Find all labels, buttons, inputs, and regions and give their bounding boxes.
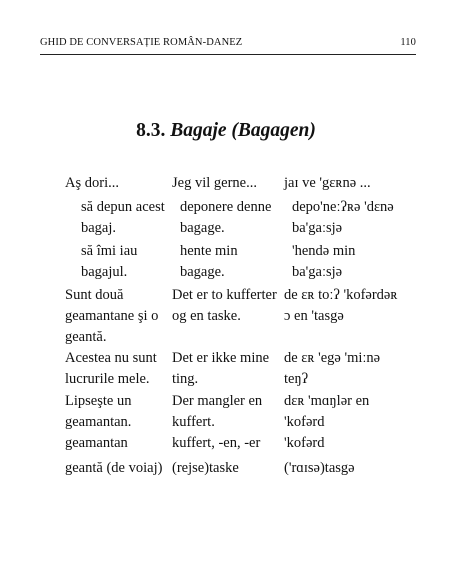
section-heading <box>0 120 452 142</box>
pronunciation: de ɛʀ 'egə 'miːnə teŋʔ <box>284 350 381 387</box>
pronunciation: depo'neːʔʀə 'dɛnə ba'gaːsjə <box>292 199 394 236</box>
romanian-phrase: Sunt două geamantane şi o geantă. <box>65 287 159 345</box>
romanian-phrase: Aş dori... <box>65 175 119 191</box>
book-title: GHID DE CONVERSAȚIE ROMÂN-DANEZ <box>40 37 243 48</box>
pronunciation: 'kofərd <box>284 435 325 451</box>
page-number: 110 <box>400 37 416 48</box>
pronunciation: de ɛʀ toːʔ 'kofərdəʀ ɔ en 'tasgə <box>284 287 398 324</box>
danish-phrase: kuffert, -en, -er <box>172 435 261 451</box>
romanian-phrase: geamantan <box>65 435 128 451</box>
section-number: 8.3. <box>136 120 166 141</box>
pronunciation: dɛʀ 'mɑŋlər en 'kofərd <box>284 393 370 430</box>
danish-phrase: hente min bagage. <box>180 243 238 280</box>
danish-phrase: Det er ikke mine ting. <box>172 350 270 387</box>
pronunciation: ('rɑɪsə)tasgə <box>284 460 355 476</box>
romanian-phrase: Lipseşte un geamantan. <box>65 393 132 430</box>
pronunciation: jaɪ ve 'gɛʀnə ... <box>284 175 371 191</box>
romanian-phrase: Acestea nu sunt lucrurile mele. <box>65 350 157 387</box>
danish-phrase: Jeg vil gerne... <box>172 175 257 191</box>
danish-phrase: Der mangler en kuffert. <box>172 393 263 430</box>
danish-phrase: (rejse)taske <box>172 460 239 476</box>
section-title: Bagaje (Bagagen) <box>170 120 316 141</box>
romanian-phrase: să îmi iau bagajul. <box>81 243 138 280</box>
romanian-phrase: să depun acest bagaj. <box>81 199 165 236</box>
danish-phrase: Det er to kufferter og en taske. <box>172 287 277 324</box>
danish-phrase: deponere denne bagage. <box>180 199 272 236</box>
header-divider <box>40 54 416 55</box>
romanian-phrase: geantă (de voiaj) <box>65 460 163 476</box>
pronunciation: 'hendə min ba'gaːsjə <box>292 243 356 280</box>
running-header <box>40 37 416 51</box>
